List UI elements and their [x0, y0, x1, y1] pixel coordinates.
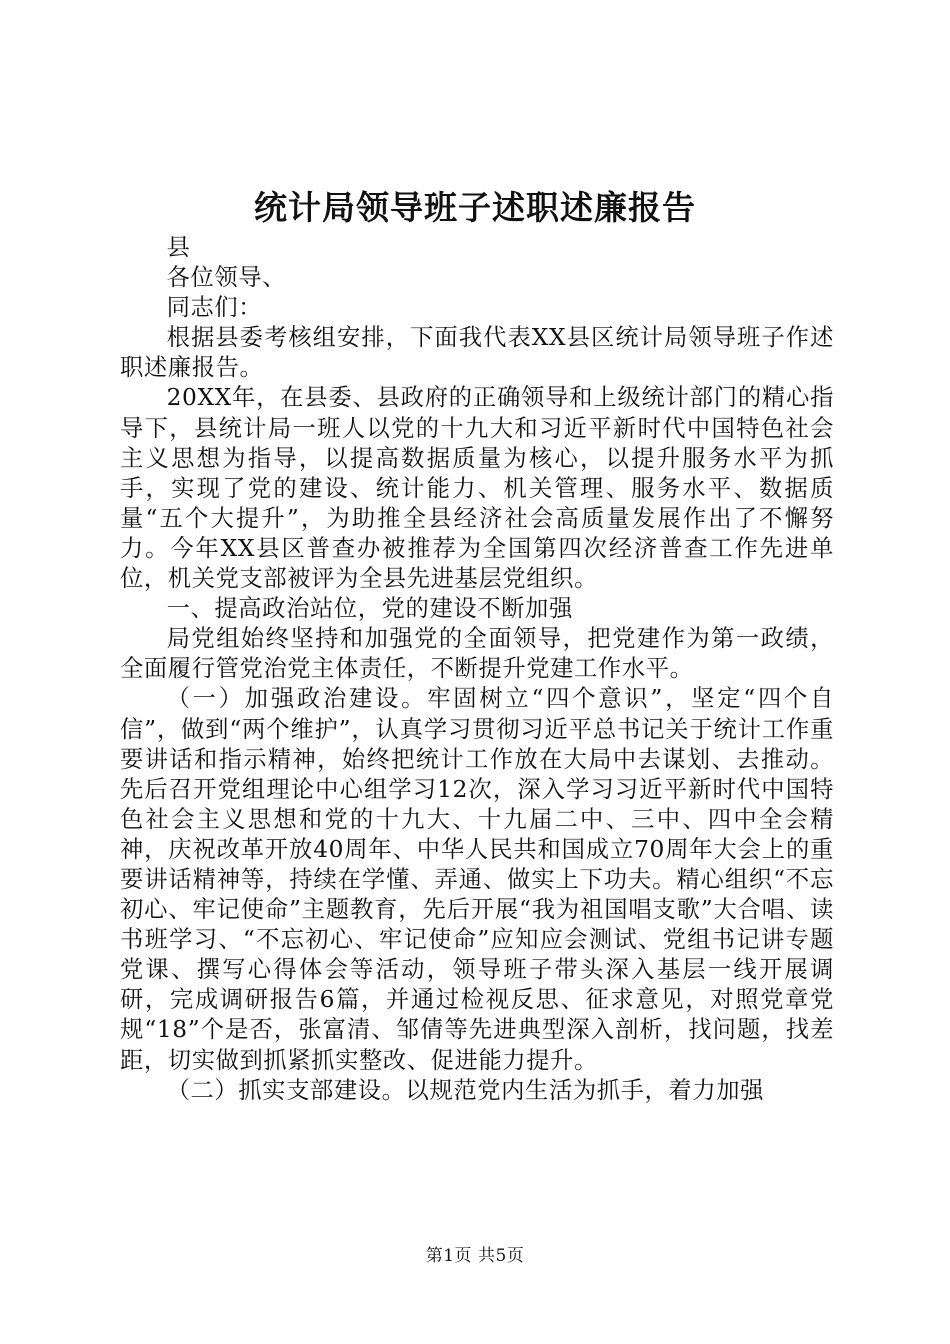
paragraph-party-leadership: 局党组始终坚持和加强党的全面领导，把党建作为第一政绩，全面履行管党治党主体责任，不断提升党建工作水平。: [120, 625, 834, 683]
page-number-footer: 第1页 共5页: [425, 1246, 525, 1266]
paragraph-salutation-leaders: 各位领导、: [166, 264, 287, 292]
paragraph-salutation-comrades: 同志们：: [166, 294, 263, 322]
document-title: 统计局领导班子述职述廉报告: [254, 188, 696, 227]
paragraph-political-building: （一）加强政治建设。牢固树立“四个意识”，坚定“四个自信”，做到“两个维护”，认真学习贯彻习近平总书记关于统计工作重要讲话和指示精神，始终把统计工作放在大局中去谋划、去推动。先后召开党组理论中心组学习12次，深入学习习近平新时代中国特色社会主义思想和党的十九大、十九届二中、三中、四中全会精神，庆祝改革开放40周年、中华人民共和国成立70周年大会上的重要讲话精神等，持续在学懂、弄通、做实上下功夫。精心组织“不忘初心、牢记使命”主题教育，先后开展“我为祖国唱支歌”大合唱、读书班学习、“不忘初心、牢记使命”应知应会测试、党组书记讲专题党课、撰写心得体会等活动，领导班子带头深入基层一线开展调研，完成调研报告6篇，并通过检视反思、征求意见，对照党章党规“18”个是否，张富清、邹倩等先进典型深入剖析，找问题，找差距，切实做到抓紧抓实整改、促进能力提升。: [120, 685, 834, 1074]
paragraph-county: 县: [166, 234, 191, 261]
section-heading-1: 一、提高政治站位，党的建设不断加强: [166, 595, 573, 623]
paragraph-branch-building: （二）抓实支部建设。以规范党内生活为抓手，着力加强: [166, 1076, 765, 1104]
paragraph-summary: 20XX年，在县委、县政府的正确领导和上级统计部门的精心指导下，县统计局一班人以党的十九大和习近平新时代中国特色社会主义思想为指导，以提高数据质量为核心，以提升服务水平为抓手，实现了党的建设、统计能力、机关管理、服务水平、数据质量“五个大提升”，为助推全县经济社会高质量发展作出了不懈努力。今年XX县区普查办被推荐为全国第四次经济普查工作先进单位，机关党支部被评为全县先进基层党组织。: [120, 384, 834, 593]
paragraph-intro: 根据县委考核组安排，下面我代表XX县区统计局领导班子作述职述廉报告。: [120, 324, 834, 382]
document-body: [120, 233, 834, 1106]
